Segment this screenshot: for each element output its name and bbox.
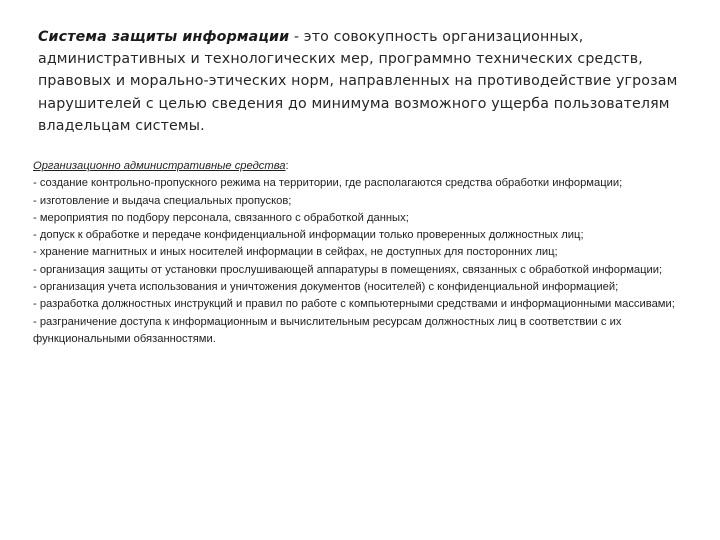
measure-item: - организация учета использования и уничтожения документов (носителей) с конфиденциальной информацией; (33, 281, 619, 294)
measures-heading-colon: : (285, 160, 289, 172)
definition-text: - это совокупность организационных, административных и технологических мер, программно технических средств, правовых и морально-этических норм, направленных на противодействие угрозам нарушителей с целью сведения до минимума возможного ущерба пользователям владельцам системы. (38, 29, 678, 134)
measure-item: - мероприятия по подбору персонала, связанного с обработкой данных; (33, 211, 409, 224)
measures-list (33, 158, 703, 348)
measures-heading: Организационно административные средства (33, 160, 286, 172)
measure-item: - разграничение доступа к информационным и вычислительным ресурсам должностных лиц в соответствии с их функциональными обязанностями. (33, 315, 622, 345)
measure-item: - хранение магнитных и иных носителей информации в сейфах, не доступных для посторонних лиц; (33, 246, 558, 259)
measure-item: - разработка должностных инструкций и правил по работе с компьютерными средствами и информационными массивами; (33, 298, 675, 311)
definition-term: Система защиты информации (38, 29, 290, 45)
measure-item: - организация защиты от установки прослушивающей аппаратуры в помещениях, связанных с обработкой информации; (33, 263, 663, 276)
measure-item: - создание контрольно-пропускного режима на территории, где располагаются средства обработки информации; (33, 177, 623, 190)
measure-item: - допуск к обработке и передаче конфиденциальной информации только проверенных должностных лиц; (33, 229, 584, 242)
definition-paragraph (38, 26, 688, 137)
measure-item: - изготовление и выдача специальных пропусков; (33, 194, 292, 207)
measures-heading-line (33, 158, 703, 175)
